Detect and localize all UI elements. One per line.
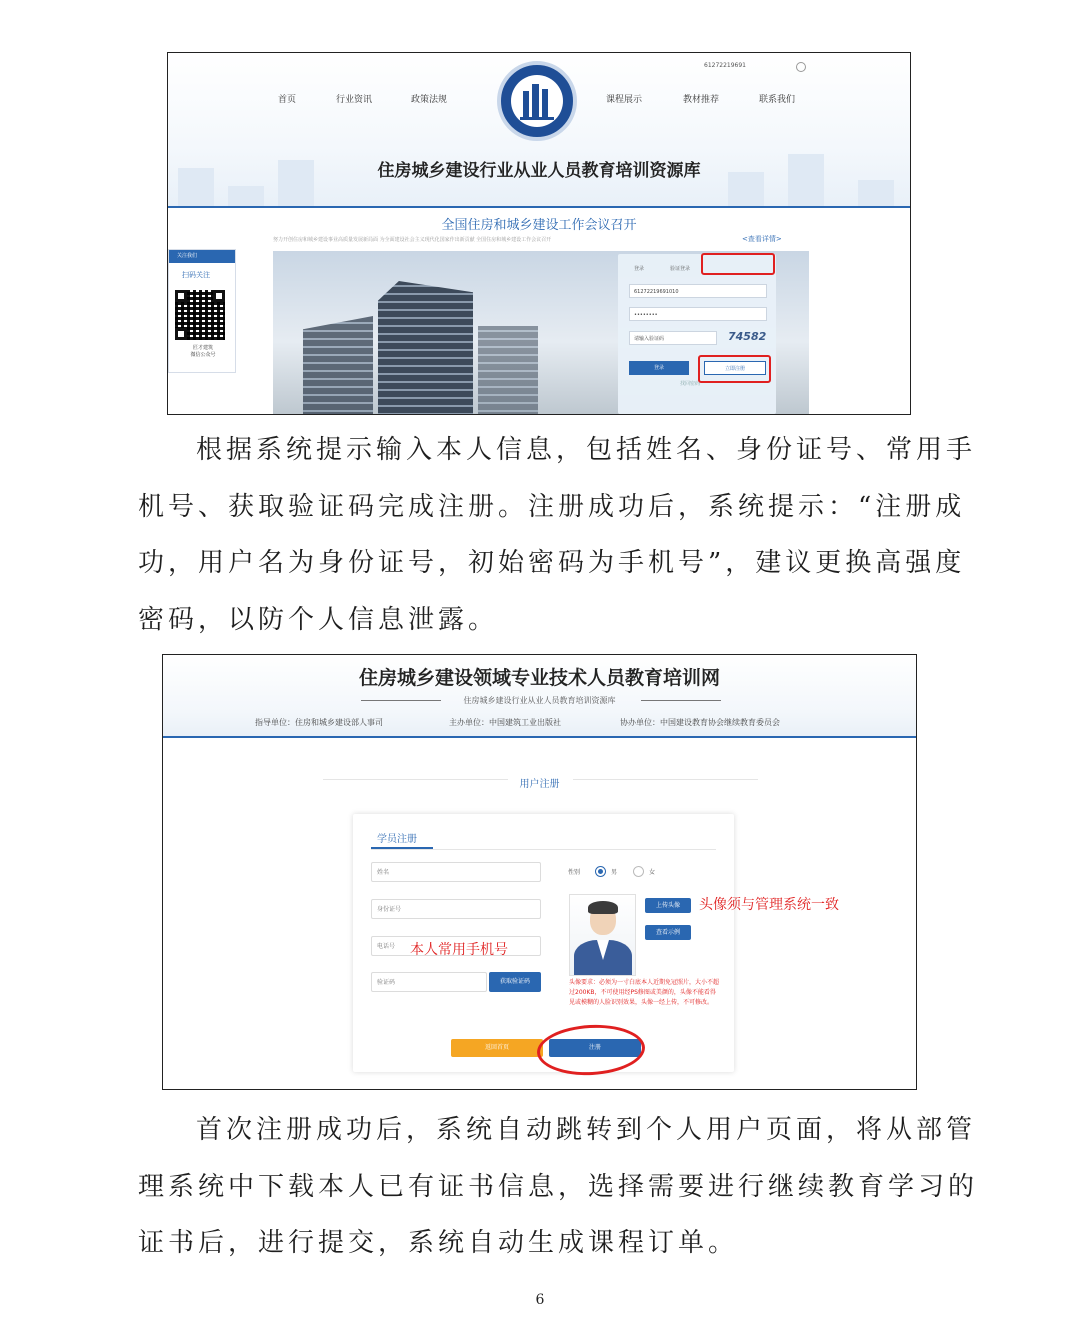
instruction-paragraph-2 <box>138 1102 979 1272</box>
tab-active-underline <box>371 847 433 849</box>
code-input[interactable]: 验证码 <box>371 972 487 992</box>
tab-password-login[interactable]: 登录 <box>634 266 645 272</box>
captcha-input[interactable]: 请输入验证码 <box>629 331 717 345</box>
site-logo <box>497 61 577 141</box>
submit-register-button[interactable]: 注册 <box>549 1039 641 1057</box>
highlight-box-register <box>698 355 771 383</box>
header-divider <box>163 736 916 738</box>
homepage-screenshot <box>167 52 911 415</box>
forgot-password-link[interactable]: 找回密码 <box>680 381 701 387</box>
tab-separator <box>371 849 716 850</box>
avatar-requirements: 头像要求：必须为一寸白底本人近期免冠照片，大小不超过200KB，不可使用经PS修图或美颜的，头像不能看得见或模糊的人脸识别效果，头像一经上传，不可修改。 <box>569 979 720 1006</box>
id-number-input[interactable]: 身份证号 <box>371 899 541 919</box>
register-button[interactable]: 立即注册 <box>704 361 766 375</box>
section-line-right <box>573 779 758 780</box>
nav-courses[interactable]: 课程展示 <box>606 95 643 105</box>
tab-student-register[interactable]: 学员注册 <box>377 834 417 845</box>
nav-textbooks[interactable]: 教材推荐 <box>683 95 720 105</box>
username-input[interactable]: 61272219691010 <box>629 284 767 298</box>
login-button[interactable]: 登录 <box>629 361 689 375</box>
news-more-link[interactable]: <查看详情> <box>742 235 782 243</box>
site-title: 住房城乡建设领域专业技术人员教育培训网 <box>358 667 720 689</box>
nav-industry-news[interactable]: 行业资讯 <box>336 95 373 105</box>
gender-female-radio[interactable] <box>633 866 644 877</box>
site-subtitle: 住房城乡建设行业从业人员教育培训资源库 <box>463 696 616 705</box>
paragraph-line: 功，用户名为身份证号，初始密码为手机号”，建议更换高强度 <box>138 548 966 578</box>
nav-contact[interactable]: 联系我们 <box>759 95 796 105</box>
gender-male-label: 男 <box>611 869 618 876</box>
paragraph-line: 根据系统提示输入本人信息，包括姓名、身份证号、常用手 <box>196 435 977 465</box>
avatar-placeholder <box>569 894 636 976</box>
section-title: 用户注册 <box>519 779 560 790</box>
header-phone: 61272219691 <box>704 62 746 69</box>
search-icon[interactable] <box>796 62 806 72</box>
header-divider <box>168 206 910 208</box>
paragraph-line: 首次注册成功后，系统自动跳转到个人用户页面，将从部管 <box>196 1115 977 1145</box>
qr-code <box>175 290 225 340</box>
gender-label: 性别 <box>568 869 581 876</box>
registration-screenshot <box>162 654 917 1090</box>
annotation-avatar: 头像须与管理系统一致 <box>699 897 839 913</box>
login-panel <box>618 254 776 414</box>
name-input[interactable]: 姓名 <box>371 862 541 882</box>
get-code-button[interactable]: 获取验证码 <box>489 972 541 992</box>
nav-policy[interactable]: 政策法规 <box>411 95 448 105</box>
org-host: 主办单位：中国建筑工业出版社 <box>449 718 561 727</box>
page-number: 6 <box>535 1292 545 1308</box>
view-example-button[interactable]: 查看示例 <box>645 925 691 940</box>
gender-male-radio[interactable] <box>595 866 606 877</box>
qr-label: 匠才建筑 微信公众号 <box>190 345 216 358</box>
news-summary: 努力开创住房和城乡建设事业高质量发展新局面 为全面建设社会主义现代化国家作出新贡献 全国住房和城乡建设工作会议召开 <box>273 237 552 243</box>
phone-input[interactable]: 电话号 <box>371 936 541 956</box>
site-title: 住房城乡建设行业从业人员教育培训资源库 <box>377 161 701 181</box>
news-headline[interactable]: 全国住房和城乡建设工作会议召开 <box>441 218 637 233</box>
gender-female-label: 女 <box>649 869 656 876</box>
org-co: 协办单位：中国建设教育协会继续教育委员会 <box>620 718 780 727</box>
paragraph-line: 证书后，进行提交，系统自动生成课程订单。 <box>138 1228 739 1258</box>
paragraph-line: 密码，以防个人信息泄露。 <box>138 604 499 635</box>
highlight-box-top <box>701 253 775 275</box>
follow-panel-header: 关注我们 <box>169 250 235 263</box>
back-home-button[interactable]: 返回首页 <box>451 1039 543 1057</box>
subtitle-line-right <box>641 700 721 701</box>
paragraph-line: 机号、获取验证码完成注册。注册成功后，系统提示：“注册成 <box>138 491 966 522</box>
scan-label: 扫码关注 <box>182 271 210 279</box>
paragraph-line: 理系统中下载本人已有证书信息，选择需要进行继续教育学习的 <box>138 1171 979 1202</box>
captcha-image[interactable]: 74582 <box>728 330 767 343</box>
org-guide: 指导单位：住房和城乡建设部人事司 <box>255 718 383 727</box>
instruction-paragraph-1 <box>138 422 977 648</box>
password-input[interactable]: •••••••• <box>629 307 767 321</box>
nav-home[interactable]: 首页 <box>278 95 297 105</box>
upload-avatar-button[interactable]: 上传头像 <box>645 898 691 913</box>
tab-sms-login[interactable]: 验证登录 <box>670 266 691 272</box>
follow-panel <box>168 249 236 373</box>
annotation-phone: 本人常用手机号 <box>410 942 508 958</box>
